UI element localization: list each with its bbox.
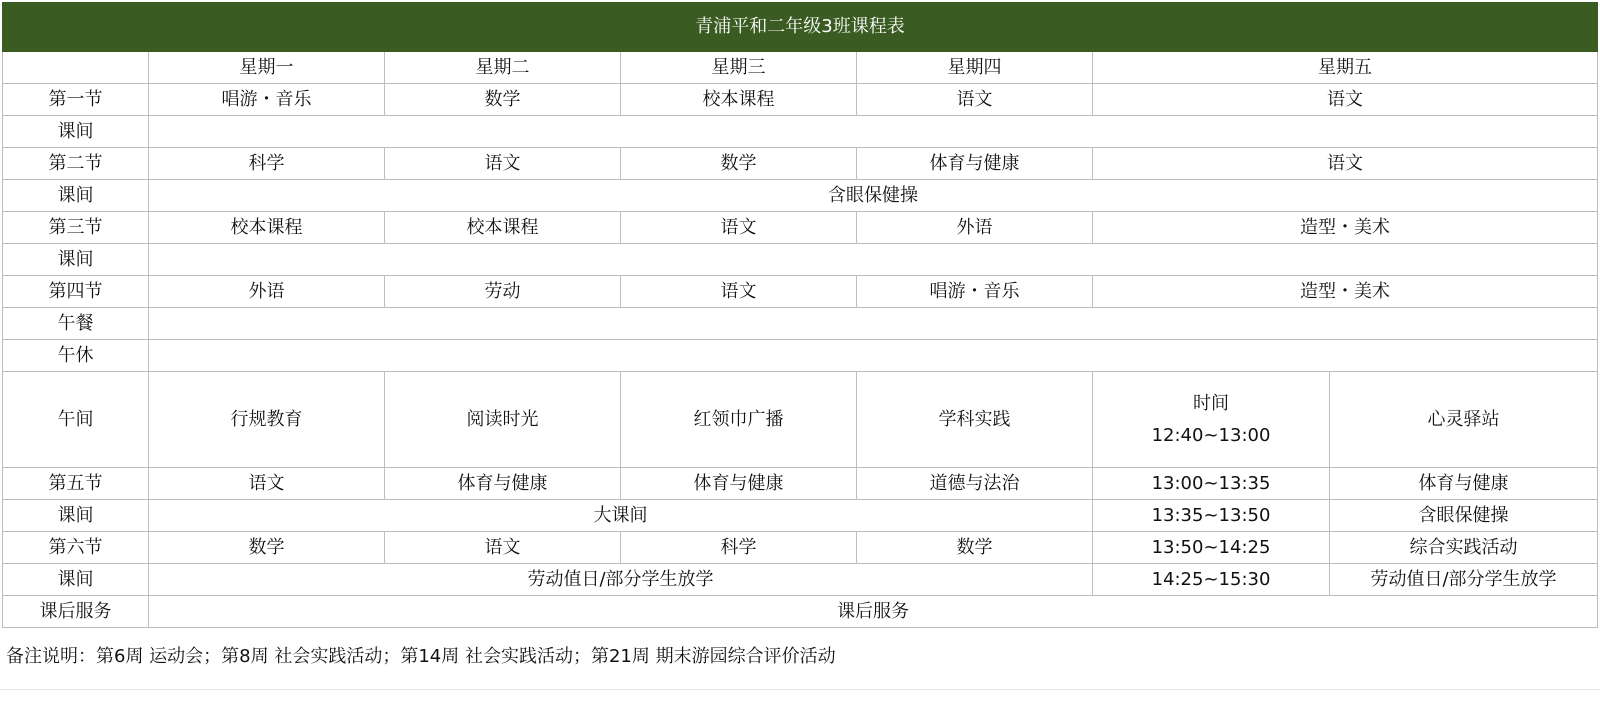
header-thursday: 星期四 — [857, 52, 1093, 84]
row-label: 课间 — [3, 244, 149, 276]
cell-span-empty — [149, 308, 1598, 340]
row-period-3 — [3, 212, 1598, 244]
cell-tue: 体育与健康 — [385, 468, 621, 500]
row-label: 午间 — [3, 372, 149, 468]
cell-wed: 体育与健康 — [621, 468, 857, 500]
row-after-school — [3, 596, 1598, 628]
row-lunch — [3, 308, 1598, 340]
row-label: 午休 — [3, 340, 149, 372]
cell-thu: 唱游・音乐 — [857, 276, 1093, 308]
row-break-6 — [3, 564, 1598, 596]
cell-wed: 语文 — [621, 276, 857, 308]
cell-thu: 语文 — [857, 84, 1093, 116]
cell-mon: 外语 — [149, 276, 385, 308]
cell-wed: 科学 — [621, 532, 857, 564]
cell-time: 13:35~13:50 — [1093, 500, 1330, 532]
row-period-2 — [3, 148, 1598, 180]
time-label: 时间 — [1193, 392, 1229, 414]
corner-cell — [3, 52, 149, 84]
cell-tue: 数学 — [385, 84, 621, 116]
cell-tue: 校本课程 — [385, 212, 621, 244]
timetable-title: 青浦平和二年级3班课程表 — [3, 3, 1598, 52]
cell-time — [1093, 372, 1330, 468]
row-label: 第二节 — [3, 148, 149, 180]
cell-thu: 体育与健康 — [857, 148, 1093, 180]
cell-fri: 心灵驿站 — [1330, 372, 1598, 468]
row-label: 第三节 — [3, 212, 149, 244]
header-row — [3, 52, 1598, 84]
row-label: 第一节 — [3, 84, 149, 116]
cell-mon: 唱游・音乐 — [149, 84, 385, 116]
row-label: 课间 — [3, 116, 149, 148]
cell-tue: 阅读时光 — [385, 372, 621, 468]
cell-span: 大课间 — [149, 500, 1093, 532]
row-label: 第四节 — [3, 276, 149, 308]
cell-wed: 红领巾广播 — [621, 372, 857, 468]
cell-fri: 含眼保健操 — [1330, 500, 1598, 532]
row-break-2 — [3, 180, 1598, 212]
row-period-1 — [3, 84, 1598, 116]
cell-span-empty — [149, 340, 1598, 372]
cell-fri: 造型・美术 — [1093, 276, 1598, 308]
row-break-1 — [3, 116, 1598, 148]
cell-mon: 语文 — [149, 468, 385, 500]
remarks-note: 备注说明：第6周 运动会；第8周 社会实践活动；第14周 社会实践活动；第21周 期末游园综合评价活动 — [6, 646, 836, 667]
cell-mon: 科学 — [149, 148, 385, 180]
cell-thu: 道德与法治 — [857, 468, 1093, 500]
time-range: 12:40~13:00 — [1151, 424, 1271, 446]
timetable — [2, 2, 1598, 628]
cell-tue: 劳动 — [385, 276, 621, 308]
row-label: 课间 — [3, 180, 149, 212]
cell-span: 含眼保健操 — [149, 180, 1598, 212]
cell-fri: 语文 — [1093, 148, 1598, 180]
row-period-4 — [3, 276, 1598, 308]
row-label: 课间 — [3, 500, 149, 532]
cell-thu: 外语 — [857, 212, 1093, 244]
cell-time: 13:50~14:25 — [1093, 532, 1330, 564]
row-label: 课间 — [3, 564, 149, 596]
cell-span: 劳动值日/部分学生放学 — [149, 564, 1093, 596]
cell-span: 课后服务 — [149, 596, 1598, 628]
cell-thu: 学科实践 — [857, 372, 1093, 468]
cell-thu: 数学 — [857, 532, 1093, 564]
cell-span-empty — [149, 244, 1598, 276]
bottom-divider — [0, 689, 1600, 690]
row-rest — [3, 340, 1598, 372]
cell-mon: 行规教育 — [149, 372, 385, 468]
cell-wed: 语文 — [621, 212, 857, 244]
row-break-3 — [3, 244, 1598, 276]
row-label: 第五节 — [3, 468, 149, 500]
row-break-5 — [3, 500, 1598, 532]
header-tuesday: 星期二 — [385, 52, 621, 84]
cell-fri: 体育与健康 — [1330, 468, 1598, 500]
cell-wed: 数学 — [621, 148, 857, 180]
cell-fri: 综合实践活动 — [1330, 532, 1598, 564]
row-label: 第六节 — [3, 532, 149, 564]
header-wednesday: 星期三 — [621, 52, 857, 84]
cell-fri: 造型・美术 — [1093, 212, 1598, 244]
cell-mon: 校本课程 — [149, 212, 385, 244]
timetable-sheet — [2, 2, 1597, 628]
row-noon — [3, 372, 1598, 468]
cell-tue: 语文 — [385, 148, 621, 180]
cell-wed: 校本课程 — [621, 84, 857, 116]
cell-mon: 数学 — [149, 532, 385, 564]
cell-tue: 语文 — [385, 532, 621, 564]
cell-span-empty — [149, 116, 1598, 148]
cell-fri: 劳动值日/部分学生放学 — [1330, 564, 1598, 596]
header-monday: 星期一 — [149, 52, 385, 84]
cell-time: 13:00~13:35 — [1093, 468, 1330, 500]
row-label: 课后服务 — [3, 596, 149, 628]
row-label: 午餐 — [3, 308, 149, 340]
cell-time: 14:25~15:30 — [1093, 564, 1330, 596]
row-period-5 — [3, 468, 1598, 500]
row-period-6 — [3, 532, 1598, 564]
cell-fri: 语文 — [1093, 84, 1598, 116]
header-friday: 星期五 — [1093, 52, 1598, 84]
